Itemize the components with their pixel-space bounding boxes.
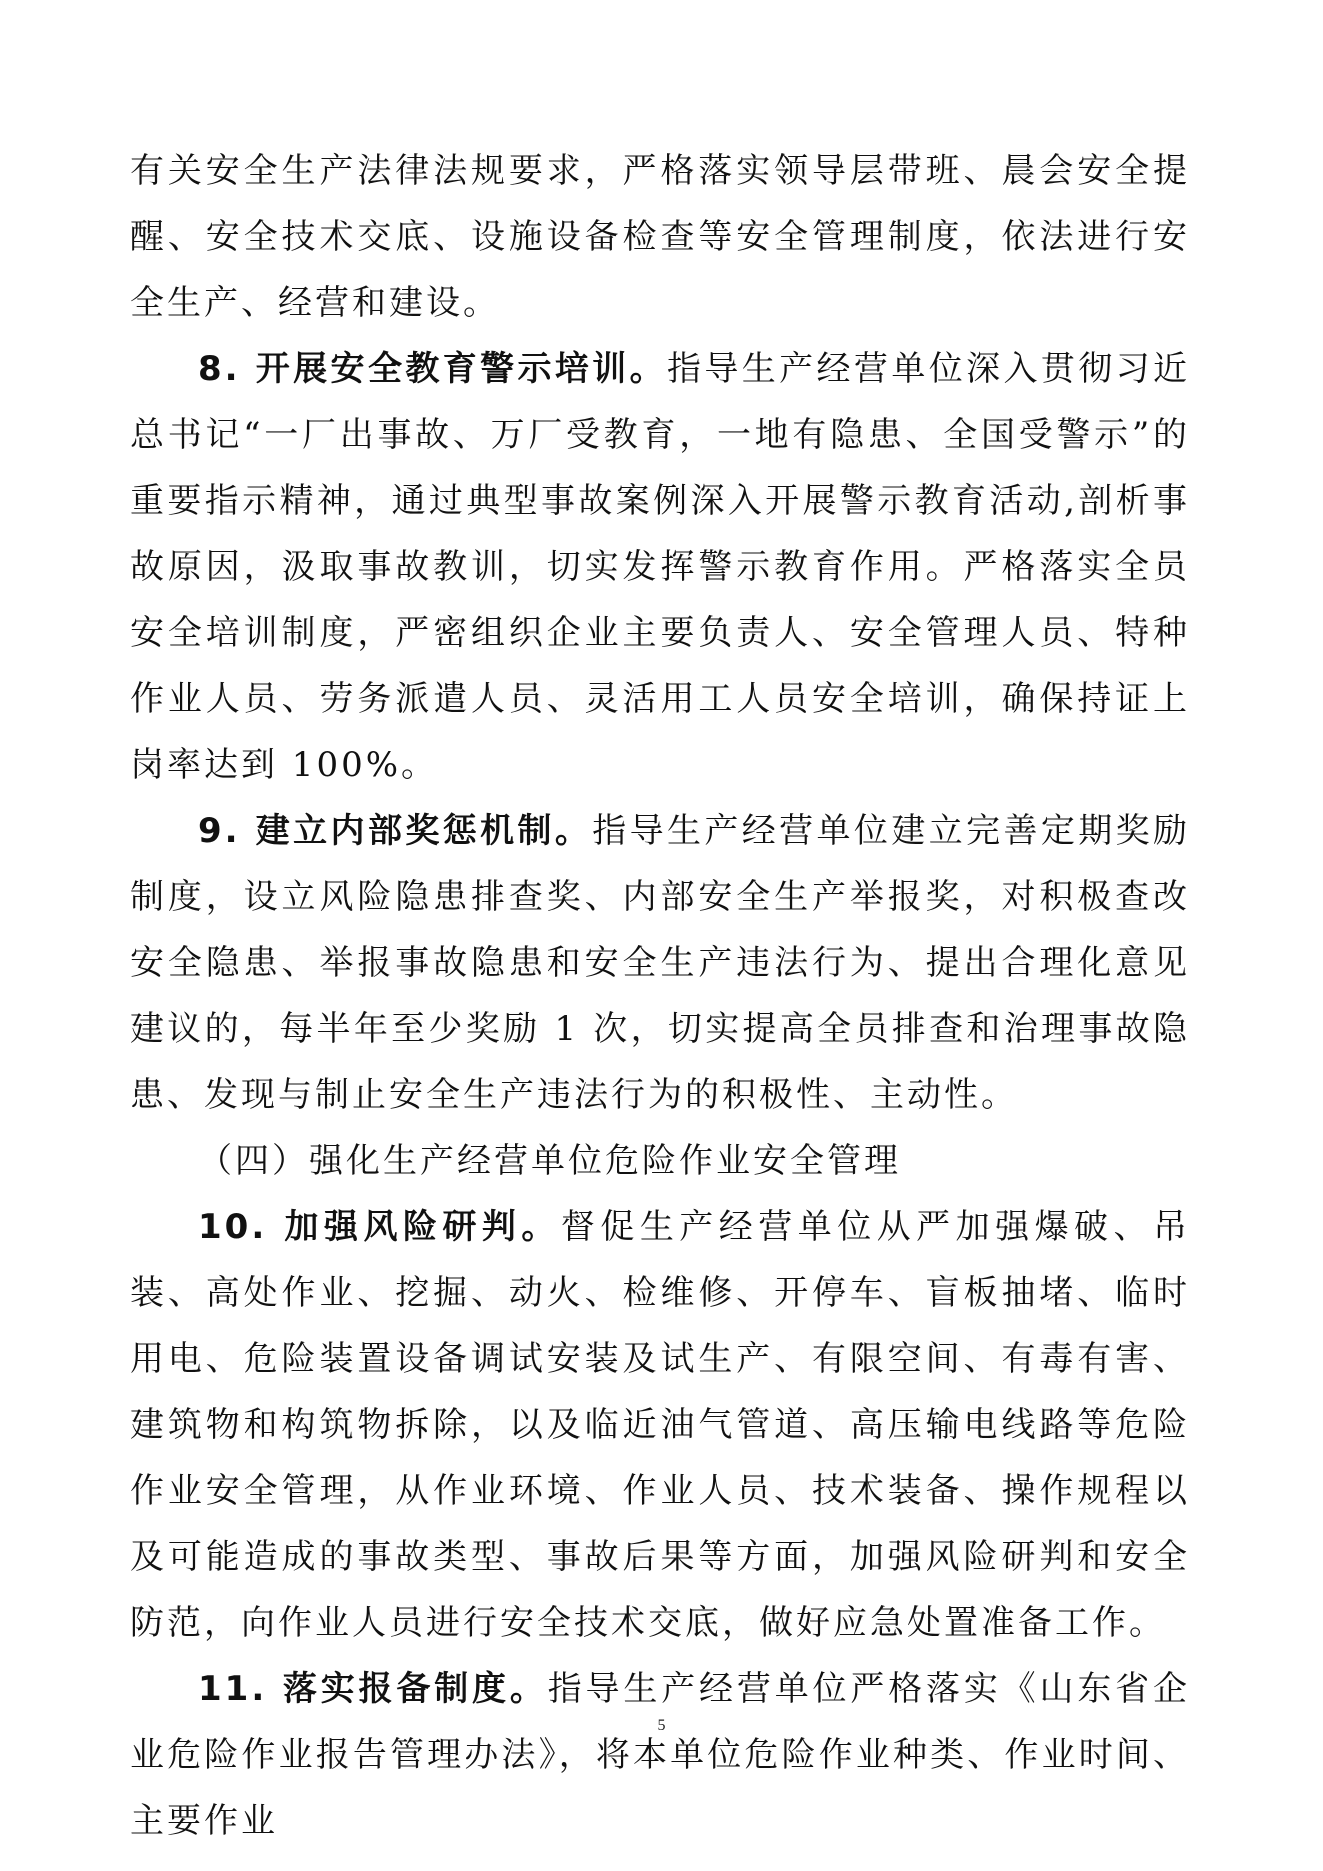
paragraph-continuation [130,138,1190,336]
page-number: 5 [657,1717,666,1734]
paragraph-body: 指导生产经营单位深入贯彻习近总书记“一厂出事故、万厂受教育，一地有隐患、全国受警示”的重要指示精神，通过典型事故案例深入开展警示教育活动,剖析事故原因，汲取事故教训，切实发挥警示教育作用。严格落实全员安全培训制度，严密组织企业主要负责人、安全管理人员、特种作业人员、劳务派遣人员、灵活用工人员安全培训，确保持证上岗率达到 100%。 [130,349,1190,785]
paragraph-lead: 10. 加强风险研判。 [198,1207,561,1247]
paragraph-item-8 [130,336,1190,798]
paragraph-item-9 [130,798,1190,1128]
paragraph-lead: 8. 开展安全教育警示培训。 [198,349,668,389]
paragraph-body: 督促生产经营单位从严加强爆破、吊装、高处作业、挖掘、动火、检维修、开停车、盲板抽堵、临时用电、危险装置设备调试安装及试生产、有限空间、有毒有害、建筑物和构筑物拆除，以及临近油气管道、高压输电线路等危险作业安全管理，从作业环境、作业人员、技术装备、操作规程以及可能造成的事故类型、事故后果等方面，加强风险研判和安全防范，向作业人员进行安全技术交底，做好应急处置准备工作。 [130,1207,1190,1643]
paragraph-body: 指导生产经营单位建立完善定期奖励制度，设立风险隐患排查奖、内部安全生产举报奖，对积极查改安全隐患、举报事故隐患和安全生产违法行为、提出合理化意见建议的，每半年至少奖励 1 次，切实提高全员排查和治理事故隐患、发现与制止安全生产违法行为的积极性、主动性。 [130,811,1190,1115]
paragraph-item-11 [130,1656,1190,1854]
document-body [130,138,1190,1854]
section-heading [130,1128,1190,1194]
paragraph-body: 有关安全生产法律法规要求，严格落实领导层带班、晨会安全提醒、安全技术交底、设施设备检查等安全管理制度，依法进行安全生产、经营和建设。 [130,151,1190,323]
paragraph-lead: 11. 落实报备制度。 [198,1669,548,1709]
section-heading-text: （四）强化生产经营单位危险作业安全管理 [198,1141,901,1181]
paragraph-lead: 9. 建立内部奖惩机制。 [198,811,593,851]
paragraph-item-10 [130,1194,1190,1656]
paragraph-body: 指导生产经营单位严格落实《山东省企业危险作业报告管理办法》，将本单位危险作业种类、作业时间、主要作业 [130,1669,1190,1841]
